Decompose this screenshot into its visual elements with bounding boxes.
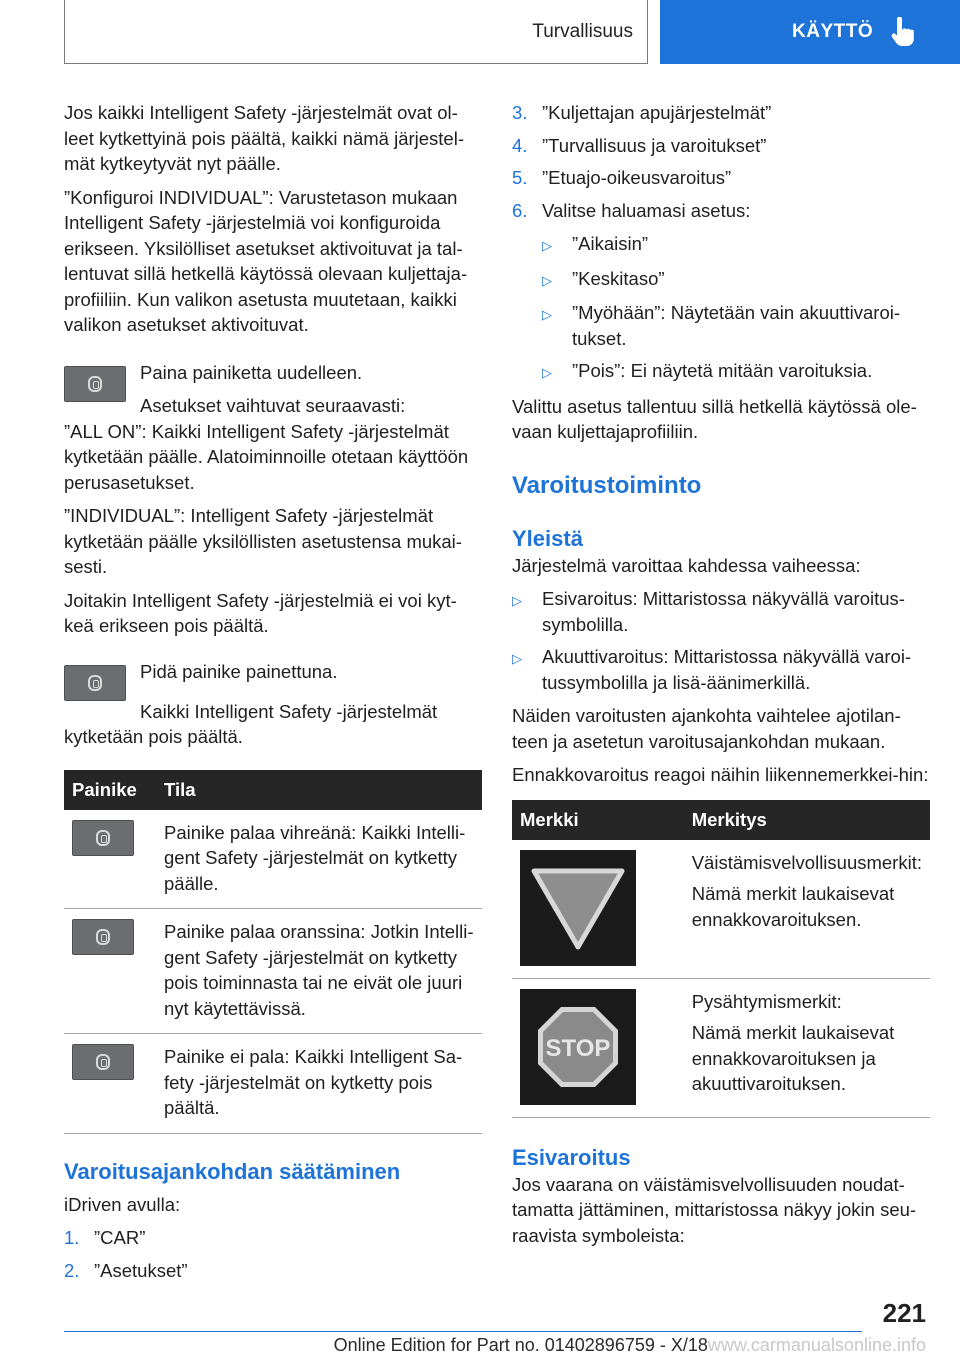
stop-sign-icon [520,989,636,1105]
watermark: www.carmanualsonline.info [707,1335,926,1355]
triangle-bullet-icon: ▷ [542,365,552,380]
right-column [512,100,930,1256]
table-cell: Painike palaa oranssina: Jotkin Intelli-gent Safety -järjestelmät on kytketty pois toiminnasta tai ne eivät ole juuri nyt käytettävissä. [156,909,482,1034]
hand-pointer-icon [891,17,917,47]
paragraph: Järjestelmä varoittaa kahdessa vaiheessa: [512,554,861,576]
chapter-title: KÄYTTÖ [792,21,874,42]
table-cell-desc: Nämä merkit laukaisevat ennakkovaroituksen ja akuuttivaroituksen. [691,1022,895,1094]
table-row [64,1034,482,1134]
press-again-row [64,360,482,419]
table-header-row [512,800,930,840]
list-item: 4. ”Turvallisuus ja varoitukset” [512,134,767,156]
option-list [512,231,930,386]
triangle-bullet-icon: ▷ [542,272,552,288]
paragraph: Jos vaarana on väistämisvelvollisuuden noudat-tamatta jättäminen, mittaristossa näkyy jokin seu-raavista symboleista: [512,1173,917,1246]
safety-button-icon [64,366,126,402]
paragraph: Pidä painike painettuna. [140,660,338,682]
button-status-table [64,770,482,1134]
table-header-row [64,770,482,810]
section-title: Turvallisuus [532,20,633,42]
header-chapter [660,0,960,64]
table-row [64,810,482,909]
list-item: ▷ ”Keskitaso” [512,266,930,294]
table-row [512,840,930,979]
paragraph: iDriven avulla: [64,1193,181,1215]
list-item: 1. ”CAR” [64,1227,146,1248]
svg-text:STOP: STOP [545,1034,611,1062]
paragraph: Paina painiketta uudelleen. [140,361,363,383]
paragraph: Näiden varoitusten ajankohta vaihtelee ajotilan-teen ja asetetun varoitusajankohdan mukaan. [512,705,901,752]
safety-button-green-icon [72,820,134,856]
list-item: ▷ ”Myöhään”: Näytetään vain akuuttivaroi-tukset. [512,300,930,351]
safety-button-orange-icon [72,919,134,955]
hold-row [64,659,482,701]
table-header: Painike [64,770,156,810]
left-column [64,100,482,1291]
list-item: 6. Valitse haluamasi asetus: [512,199,751,221]
table-header: Tila [156,770,482,810]
triangle-bullet-icon: ▷ [512,651,522,666]
phase-list [512,586,930,695]
page-number: 221 [882,1298,926,1328]
table-cell-title: Pysähtymismerkit: [691,990,842,1012]
subsection-heading: Esivaroitus [512,1144,631,1170]
triangle-bullet-icon: ▷ [542,238,552,253]
safety-button-off-icon [72,1044,134,1080]
table-cell: Painike palaa vihreänä: Kaikki Intelli-gent Safety -järjestelmät on kytketty päälle. [156,810,482,909]
paragraph: Asetukset vaihtuvat seuraavasti: [140,395,406,416]
list-item: ▷ ”Aikaisin” [512,231,930,259]
table-cell-desc: Nämä merkit laukaisevat ennakkovaroituksen. [691,883,895,930]
subsection-heading: Yleistä [512,525,583,551]
table-header: Merkki [512,800,684,840]
paragraph: Kaikki Intelligent Safety -järjestelmät kytketään pois päältä. [64,700,438,747]
table-row [64,909,482,1034]
table-row [512,978,930,1117]
step-list [512,100,930,223]
paragraph: Ennakkovaroitus reagoi näihin liikennemerkkei-hin: [512,764,929,785]
list-item: 5. ”Etuajo-oikeusvaroitus” [512,167,732,188]
step-list [64,1225,482,1283]
list-item: 2. ”Asetukset” [64,1259,188,1281]
paragraph: Valittu asetus tallentuu sillä hetkellä käytössä ole-vaan kuljettajaprofiiliin. [512,395,917,442]
table-cell-title: Väistämisvelvollisuusmerkit: [691,851,922,873]
paragraph: ”ALL ON”: Kaikki Intelligent Safety -järjestelmät kytketään päälle. Alatoiminnoille otetaan käyttöön perusasetukset. [64,420,469,493]
paragraph: Joitakin Intelligent Safety -järjestelmiä ei voi kyt-keä erikseen pois päältä. [64,589,457,636]
triangle-bullet-icon: ▷ [542,307,552,322]
list-item: ▷ Esivaroitus: Mittaristossa näkyvällä varoitus-symbolilla. [512,586,930,637]
triangle-bullet-icon: ▷ [512,593,522,608]
traffic-sign-table [512,800,930,1118]
yield-sign-icon [520,850,636,966]
safety-button-icon [64,665,126,701]
paragraph: ”Konfiguroi INDIVIDUAL”: Varustetason mukaan Intelligent Safety -järjestelmiä voi konfiguroida erikseen. Yksilölliset asetukset aktivoituvat ja tal-lentuvat sillä hetkellä käytössä olevaan kuljettaja-profiiliin. Kun valikon asetusta muutetaan, kaikki valikon asetukset aktivoituvat. [64,186,468,335]
header-section [64,0,648,64]
list-item: 3. ”Kuljettajan apujärjestelmät” [512,102,772,123]
paragraph: ”INDIVIDUAL”: Intelligent Safety -järjestelmät kytketään päälle yksilöllisten asetustensa mukai-sesti. [64,505,462,577]
table-cell: Painike ei pala: Kaikki Intelligent Sa-fety -järjestelmät on kytketty pois päältä. [156,1034,482,1134]
list-item: ▷ ”Pois”: Ei näytetä mitään varoituksia. [512,358,930,386]
section-heading: Varoitustoiminto [512,471,702,499]
table-header: Merkitys [684,800,930,840]
list-item: ▷ Akuuttivaroitus: Mittaristossa näkyvällä varoi-tussymbolilla ja lisä-äänimerkillä. [512,644,930,695]
footer-edition: Online Edition for Part no. 01402896759 - X/18www.carmanualsonline.info [333,1335,926,1355]
section-heading: Varoitusajankohdan säätäminen [64,1158,401,1184]
paragraph: Jos kaikki Intelligent Safety -järjestelmät ovat ol-leet kytkettyinä pois päältä, kaikki nämä järjestel-mät kytkeytyvät nyt päälle. [64,102,464,174]
